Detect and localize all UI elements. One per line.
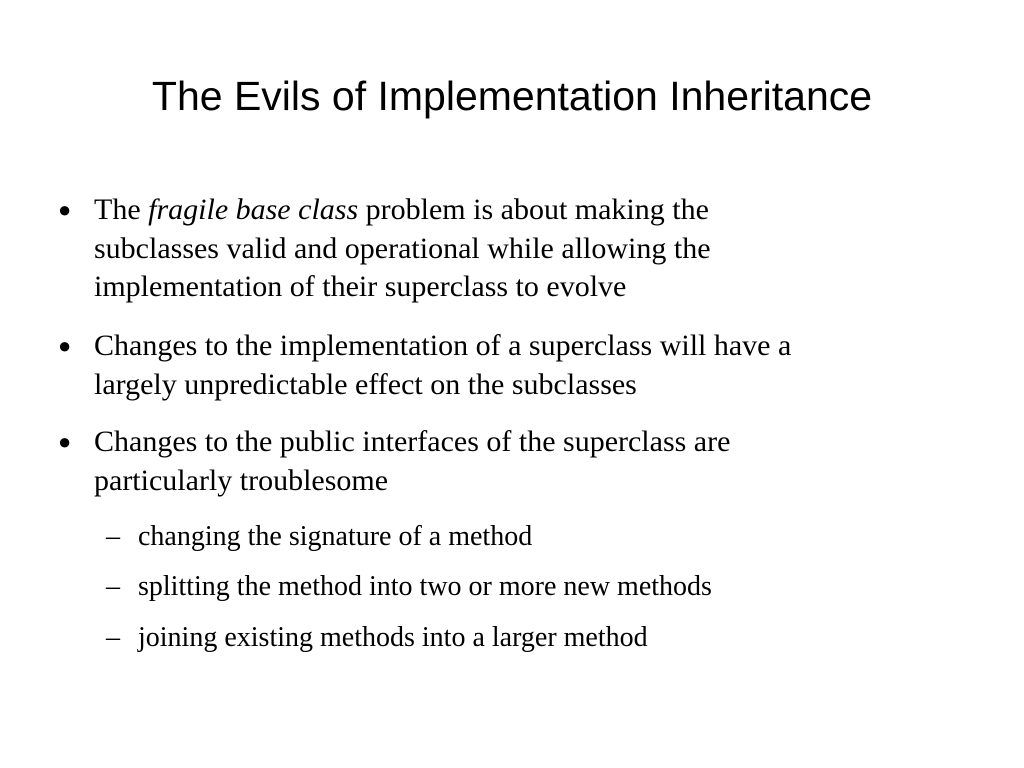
bullet-line: particularly troublesome	[94, 463, 389, 497]
bullet-text: The	[94, 193, 149, 226]
emphasized-term: fragile base class	[148, 193, 359, 226]
dash-icon: –	[106, 521, 120, 552]
slide-title: The Evils of Implementation Inheritance	[151, 73, 873, 119]
bullet-line: largely unpredictable effect on the subclasses	[94, 367, 637, 401]
bullet-item-fragile-base-class	[58, 191, 954, 307]
bullet-item-public-interface-changes	[58, 423, 954, 500]
bullet-line	[94, 191, 954, 230]
sub-bullet-text: splitting the method into two or more new methods	[138, 571, 712, 602]
bullet-item-implementation-changes	[58, 327, 954, 404]
bullet-text: problem is about making the	[358, 193, 709, 226]
bullet-dot-icon: ●	[58, 197, 72, 222]
bullet-dot-icon: ●	[58, 429, 72, 454]
sub-bullet-text: joining existing methods into a larger method	[138, 622, 648, 653]
dash-icon: –	[106, 622, 120, 653]
bullet-line: Changes to the implementation of a superclass will have a	[94, 329, 792, 362]
sub-bullet-item	[106, 520, 958, 554]
bullet-line: Changes to the public interfaces of the superclass are	[94, 425, 731, 458]
sub-bullet-text: changing the signature of a method	[138, 521, 533, 552]
bullet-line: implementation of their superclass to evolve	[94, 270, 627, 303]
bullet-dot-icon: ●	[58, 333, 72, 358]
sub-bullet-item	[106, 621, 958, 655]
dash-icon: –	[106, 571, 120, 602]
bullet-line: subclasses valid and operational while allowing the	[94, 231, 711, 265]
sub-bullet-item	[106, 570, 958, 604]
